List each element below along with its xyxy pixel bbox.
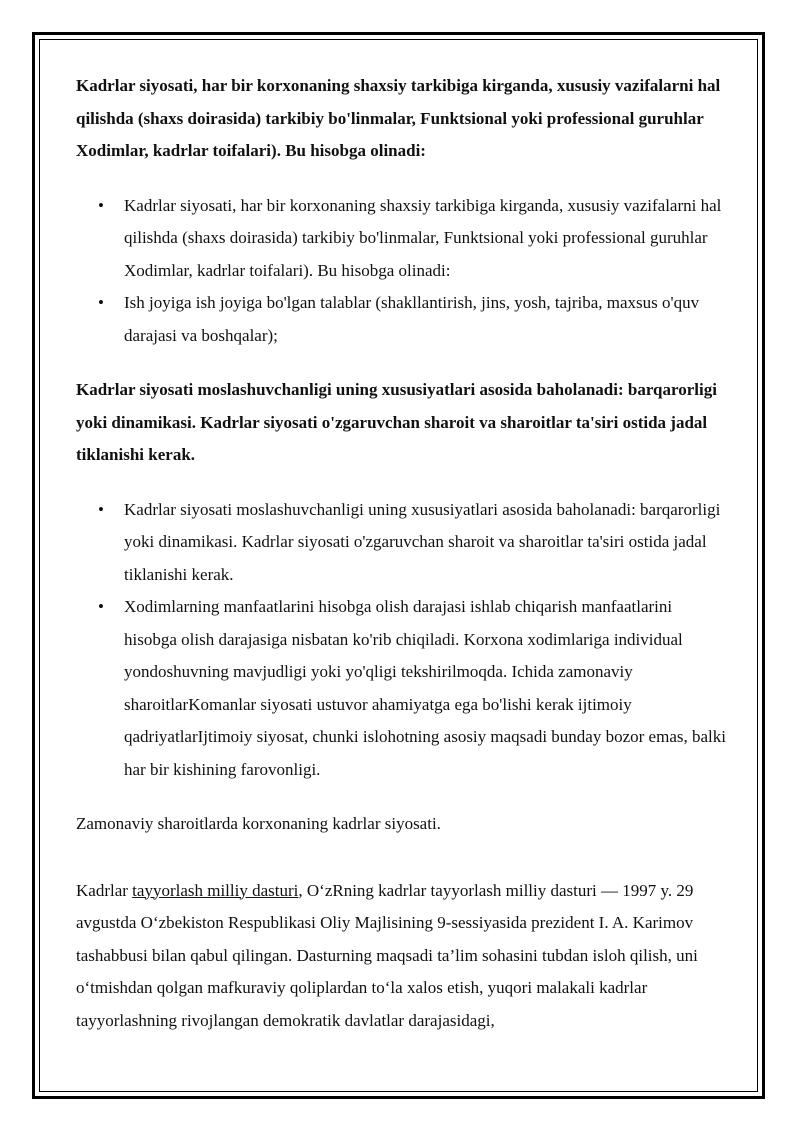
- bullet-list-2: [76, 494, 726, 787]
- body-paragraph: [76, 875, 726, 1038]
- list-item-text: Xodimlarning manfaatlarini hisobga olish darajasi ishlab chiqarish manfaatlarini hisobga olish darajasiga nisbatan ko'rib chiqiladi. Korxona xodimlariga individual yondoshuvning mavjudligi yoki yo'qligi tekshirilmoqda. Ichida zamonaviy sharoitlarKomanlar siyosati ustuvor ahamiyatga ega bo'lishi kerak ijtimoiy qadriyatlarIjtimoiy siyosat, chunki islohotning asosiy maqsadi bunday bozor emas, balki har bir kishining farovonligi.: [124, 597, 726, 779]
- list-item: [76, 190, 726, 288]
- bold-paragraph-2: Kadrlar siyosati moslashuvchanligi uning xususiyatlari asosida baholanadi: barqarorligi yoki dinamikasi. Kadrlar siyosati o'zgaruvchan sharoit va sharoitlar ta'siri ostida jadal tiklanishi kerak.: [76, 380, 717, 464]
- paragraph-text-rest: , O‘zRning kadrlar tayyorlash milliy dasturi — 1997 y. 29 avgustda O‘zbekiston Respublikasi Oliy Majlisining 9-sessiyasida prezident I. A. Karimov tashabbusi bilan qabul qilingan. Dasturning maqsadi ta’lim sohasini tubdan isloh qilish, uni o‘tmishdan qolgan mafkuraviy qoliplardan to‘la xalos etish, yuqori malakali kadrlar tayyorlashning rivojlangan demokratik davlatlar darajasidagi,: [76, 880, 698, 1030]
- bullet-list-1: [76, 190, 726, 353]
- bullet-icon: •: [98, 293, 104, 312]
- bullet-icon: •: [98, 195, 104, 215]
- section-paragraph: Zamonaviy sharoitlarda korxonaning kadrlar siyosati.: [76, 814, 441, 833]
- list-item: [76, 494, 726, 592]
- list-item: [76, 591, 726, 786]
- bullet-icon: •: [98, 499, 104, 519]
- national-program-link[interactable]: tayyorlash milliy dasturi: [132, 880, 299, 900]
- paragraph-text-start: Kadrlar: [76, 880, 133, 900]
- bullet-icon: •: [98, 597, 104, 616]
- list-item-text: Kadrlar siyosati moslashuvchanligi uning xususiyatlari asosida baholanadi: barqarorligi yoki dinamikasi. Kadrlar siyosati o'zgaruvchan sharoit va sharoitlar ta'siri ostida jadal tiklanishi kerak.: [124, 499, 721, 584]
- list-item-text: Ish joyiga ish joyiga bo'lgan talablar (shakllantirish, jins, yosh, tajriba, maxsus o'quv darajasi va boshqalar);: [124, 293, 700, 345]
- document-body: [76, 70, 726, 1037]
- bold-paragraph-1: Kadrlar siyosati, har bir korxonaning shaxsiy tarkibiga kirganda, xususiy vazifalarni hal qilishda (shaxs doirasida) tarkibiy bo'linmalar, Funktsional yoki professional guruhlar Xodimlar, kadrlar toifalari). Bu hisobga olinadi:: [76, 76, 721, 160]
- list-item: [76, 287, 726, 352]
- list-item-text: Kadrlar siyosati, har bir korxonaning shaxsiy tarkibiga kirganda, xususiy vazifalarni hal qilishda (shaxs doirasida) tarkibiy bo'linmalar, Funktsional yoki professional guruhlar Xodimlar, kadrlar toifalari). Bu hisobga olinadi:: [124, 195, 722, 280]
